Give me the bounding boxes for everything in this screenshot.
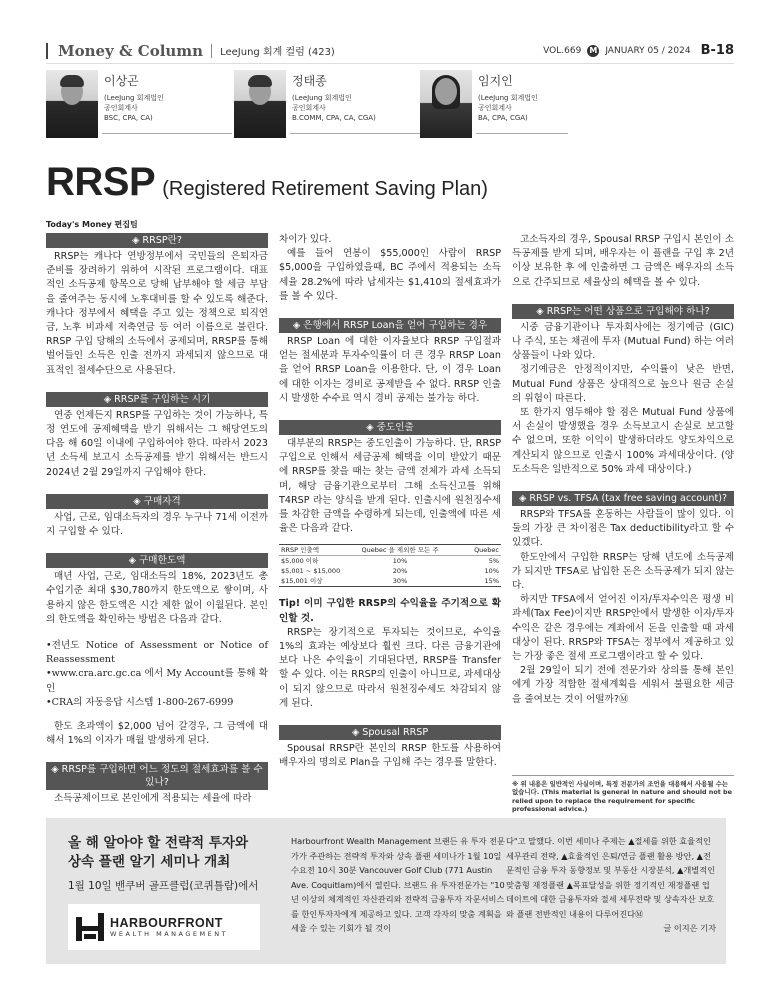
reporter-credit: 글 이지은 기자	[663, 923, 716, 933]
table-cell: 30%	[392, 577, 408, 586]
table-row	[279, 566, 501, 576]
author-credentials: B.COMM, CPA, CA, CGA)	[292, 114, 376, 122]
author-card	[420, 70, 538, 142]
issue-date: JANUARY 05 / 2024	[605, 45, 691, 56]
section-heading: ◈ RRSP를 구입하는 시기	[46, 392, 268, 407]
paragraph: 또 한가지 염두해야 할 점은 Mutual Fund 상품에서 손실이 발생했을 경우 소득보고시 손실로 보고할 수 없으며, 또한 이익이 발생하더라도 양도차익으로 계산되지 않으므로 인출시 100% 과세대상이다. (양도소득은 일반적으로 50% 과세 대상이다.)	[512, 407, 734, 475]
paragraph: 한도 초과액이 $2,000 넘어 갈경우, 그 금액에 대해서 1%의 이자가 매월 발생하게 된다.	[46, 721, 268, 747]
section-heading: ◈ RRSP란?	[46, 233, 268, 248]
ad-headline	[68, 834, 248, 872]
list-item: •전년도 Notice of Assessment or Notice of Reassessment	[46, 640, 268, 666]
m-logo-icon: M	[587, 45, 599, 57]
issue-meta	[543, 43, 734, 58]
table-cell: 10%	[484, 567, 499, 576]
author-role: 공인회계사	[478, 104, 512, 112]
article-title	[46, 160, 488, 205]
volume-label: VOL.669	[543, 45, 582, 56]
table-header-cell: Quebec 을 제외한 모든 주	[361, 546, 439, 555]
ad-headline-line: 올 해 알아야 할 전략적 투자와	[68, 835, 248, 851]
paragraph: RRSP는 캐나다 연방정부에서 국민들의 은퇴자금 준비를 장려하기 위하여 시작된 프로그램이다. 대표적인 소득공제 항목으로 당해 납부해야 할 세금 부담을 줄여주는 동시에 노후대비를 할 수 있도록 해준다. 캐나다 정부에서 혜택을 주고 있는 정책으로 퇴직연금, 노후 비과세 저축연금 등 여러 이름으로 불린다. RRSP 구입 당해의 소득에서 공제되며, RRSP를 통해 벌어들인 소득은 인출 전까지 과세되지 않으므로 대표적인 절세수단으로 사용된다.	[46, 251, 268, 376]
ad-body-text: 다"고 말했다. 이번 세미나 주제는 ▲절세를 위한 효율적인 세무관리 전략, ▲효율적인 은퇴/연금 플랜 활용 방안, ▲전문적인 금융 투자 동향정보 및 부동산 시장분석, ▲개별적인 맞춤형 재정플랜 ▲목표달성을 위한 정기적인 재정플랜 업데이트에 대한 금융투자와 절세 세무전략 및 상속자산 보호와 플랜 전반적인 내용이 다루어진다Ⓜ	[506, 836, 716, 919]
ad-headline-line: 상속 플랜 알기 세미나 개최	[68, 854, 231, 870]
logo-name: HARBOURFRONT	[110, 916, 223, 930]
table-row	[279, 576, 501, 586]
author-card	[234, 70, 376, 142]
section-heading: ◈ 구매자격	[46, 494, 268, 509]
list-item: •www.cra.arc.gc.ca 에서 My Account를 통해 확인	[46, 668, 268, 694]
section-heading: ◈ 중도인출	[279, 420, 501, 435]
article-column-1	[46, 233, 268, 807]
disclaimer: ※ 위 내용은 일반적인 사실이며, 특정 전문가의 조언을 대용해서 사용될 수는 없습니다. (This material is general in nature and should not be relied upon to replace the requirement for specific professional advice.)	[512, 775, 734, 814]
paragraph: 매년 사업, 근로, 임대소득의 18%, 2023년도 총 수입기준 최대 $30,780까지 한도액으로 쌓이며, 사용하지 않은 한도액은 시간 제한 없이 이월된다. 본인의 한도액을 확인하는 방법은 다음과 같다.	[46, 571, 268, 625]
section-heading: ◈ 은행에서 RRSP Loan을 얻어 구입하는 경우	[279, 318, 501, 333]
header-divider	[46, 43, 48, 59]
section-heading: ◈ Spousal RRSP	[279, 725, 501, 740]
ad-body-column: Harbourfront Wealth Management 브랜든 유 투자 전문가가 주관하는 전략적 투자와 상속 플랜 세미나가 1월 10일 수요전 10시 30분 Vancouver Golf Club (771 Austin Ave. Coquitlam)에서 열린다. 브랜드 유 투자전문가는 "10년 이상의 체계적인 자산관리와 전략적 금융투자 자문서비스를 한인투자자에게 제공하고 있다. 고객 각자의 맞춤 계획을 세울 수 있는 기회가 될 것이	[291, 836, 505, 933]
section-heading: ◈ RRSP는 어떤 상품으로 구입해야 하나?	[512, 304, 734, 319]
article-column-3	[512, 233, 734, 707]
author-name: 정태종	[292, 74, 327, 88]
byline: Today's Money 편집팀	[46, 220, 138, 229]
paragraph: 고소득자의 경우, Spousal RRSP 구입시 본인이 소득공제를 받게 되며, 배우자는 이 플랜을 구입 후 2년이상 보유한 후 에 인출하면 그 금액은 배우자의 소득으로 간주되므로 세율상의 혜택을 볼 수 있다.	[512, 234, 734, 288]
paragraph: 한도안에서 구입한 RRSP는 당해 년도에 소득공제가 되지만 TFSA로 납입한 돈은 소득공제가 되지 않는다.	[512, 551, 734, 592]
withholding-tax-table	[279, 544, 501, 587]
harbourfront-logo	[68, 904, 260, 950]
author-firm: (LeeJung 회계법인	[104, 94, 164, 102]
table-cell: $5,001 ~ $15,000	[281, 567, 341, 576]
paragraph: 시중 금융기관이나 투자회사에는 정기예금 (GIC) 나 주식, 또는 채권에 투자 (Mutual Fund) 하는 여러 상품들이 나와 있다.	[512, 321, 734, 362]
author-photo-icon	[420, 70, 472, 138]
author-underline	[102, 133, 232, 134]
author-underline	[476, 133, 568, 134]
page-header	[46, 38, 734, 64]
paragraph: 연중 언제든지 RRSP를 구입하는 것이 가능하나, 특정 연도에 공제혜택을 받기 위해서는 그 해당연도의 다음 해 60일 이내에 구입하여야 한다. 따라서 2023년 소득세 보고시 소득공제를 받기 위해서는 반드시 2024년 2월 29일까지 구입해야 한다.	[46, 409, 268, 478]
author-firm: (LeeJung 회계법인	[292, 94, 352, 102]
paragraph: 2월 29일이 되기 전에 전문가와 상의를 통해 본인에게 가장 적합한 절세계획을 세워서 불필요한 세금을 줄여보는 것이 어떨까?Ⓜ	[512, 665, 734, 705]
table-row	[279, 556, 501, 566]
author-role: 공인회계사	[104, 104, 138, 112]
title-main: RRSP	[46, 160, 156, 204]
table-cell: 15%	[484, 577, 499, 586]
author-firm: (LeeJung 회계법인	[478, 94, 538, 102]
author-credentials: BA, CPA, CGA)	[478, 114, 528, 122]
table-header-cell: Quebec	[474, 546, 499, 555]
author-underline	[290, 133, 420, 134]
list-item: •CRA의 자동응답 시스템 1-800-267-6999	[46, 696, 234, 708]
section-heading: ◈ 구매한도액	[46, 553, 268, 568]
paragraph: Spousal RRSP란 본인의 RRSP 한도를 사용하여 배우자의 명의로 Plan을 구입해 주는 경우를 말한다.	[279, 743, 501, 769]
paragraph: RRSP는 장기적으로 투자되는 것이므로, 수익율 1%의 효과는 예상보다 훨씬 크다. 다른 금융기관에 보다 나은 수익율이 기대된다면, RRSP를 Transfer 할 수 있다. 이는 RRSP의 인출이 아니므로, 과세대상이 되지 않으므로 따라서 원천징수세도 차감되지 않게 된다.	[279, 626, 501, 709]
paragraph: 정기예금은 안정적이지만, 수익률이 낮은 반면, Mutual Fund 상품은 상대적으로 높으나 원금 손실의 위험이 따른다.	[512, 364, 734, 404]
author-role: 공인회계사	[292, 104, 326, 112]
title-subtitle: (Registered Retirement Saving Plan)	[162, 178, 488, 200]
paragraph: 하지만 TFSA에서 얻어진 이자/투자수익은 평생 비과세(Tax Fee)이지만 RRSP안에서 발생한 이자/투자수익은 같은 경우에는 계좌에서 돈을 인출할 때 과세대상이 된다. RRSP와 TFSA는 정부에서 제공하고 있는 가장 좋은 절세 프로그램이라고 할 수 있다.	[512, 594, 734, 663]
author-photo-icon	[46, 70, 98, 138]
article-column-2	[279, 233, 501, 770]
logo-subtitle: WEALTH MANAGEMENT	[110, 930, 229, 938]
header-separator	[211, 44, 212, 58]
seminar-ad-band	[46, 818, 726, 964]
paragraph: 차이가 있다.	[279, 234, 332, 245]
page-number: B-18	[700, 43, 734, 58]
tip-heading: Tip! 이미 구입한 RRSP의 수익율을 주기적으로 확인할 것.	[279, 598, 501, 624]
section-heading: ◈ RRSP vs. TFSA (tax free saving account)?	[512, 491, 734, 506]
paragraph: RRSP와 TFSA를 혼동하는 사람들이 많이 있다. 이 둘의 가장 큰 차이점은 Tax deductibility라고 할 수 있겠다.	[512, 509, 734, 549]
harbourfront-mark-icon	[76, 913, 104, 941]
paragraph: RRSP Loan 에 대한 이자율보다 RRSP 구입절과 얻는 절세분과 투자수익률이 더 큰 경우 RRSP Loan을 얻어 RRSP Loan을 이용한다. 단, 이 경우 Loan에 대한 이자는 경비로 공제받을 수 없다. RRSP 인출시 발생한 수수료 역시 경비 공제는 불가능 하다.	[279, 336, 501, 404]
column-label: LeeJung 회계 컬럼 (423)	[220, 47, 335, 58]
table-cell: 10%	[392, 557, 408, 566]
paragraph: 예를 들어 연봉이 $55,000인 사람이 RRSP $5,000을 구입하였을때, BC 주에서 적용되는 소득세율 28.2%에 따라 납세자는 $1,410의 절세효과가 를 볼 수 있다.	[279, 248, 501, 302]
table-cell: 20%	[392, 567, 408, 576]
table-cell: 5%	[488, 557, 499, 566]
author-name: 이상곤	[104, 74, 139, 88]
ad-subhead: 1월 10일 밴쿠버 골프클럽(코퀴틀람)에서	[68, 880, 259, 892]
table-header-cell: RRSP 인출액	[281, 546, 319, 555]
table-cell: $15,001 이상	[281, 577, 323, 586]
author-photo-icon	[234, 70, 286, 138]
paragraph: 사업, 근로, 임대소득자의 경우 누구나 71세 이전까지 구입할 수 있다.	[46, 511, 268, 538]
author-name: 임지인	[478, 74, 513, 88]
table-header-row	[279, 545, 501, 556]
table-cell: $5,000 이하	[281, 557, 319, 566]
author-credentials: BSC, CPA, CA)	[104, 114, 153, 122]
section-heading: ◈ RRSP를 구입하면 어느 정도의 절세효과를 볼 수 있나?	[46, 762, 268, 790]
section-title: Money & Column	[58, 41, 204, 60]
author-card	[46, 70, 164, 142]
ad-body-column	[506, 834, 716, 936]
paragraph: 소득공제이므로 본인에게 적용되는 세율에 따라	[54, 793, 252, 805]
paragraph: 대부분의 RRSP는 중도인출이 가능하다. 단, RRSP구입으로 인해서 세금공제 혜택을 이미 받았기 때문에 RRSP를 찾을 때는 찾는 금액 전체가 과세 소득되며, 해당 금융기관으로부터 그해 소득신고를 위해 T4RSP 라는 양식을 받게 된다. 인출시에 원천징수세를 차감한 금액을 수령하게 되는데, 인출액에 따른 세율은 다음과 같다.	[279, 438, 501, 535]
